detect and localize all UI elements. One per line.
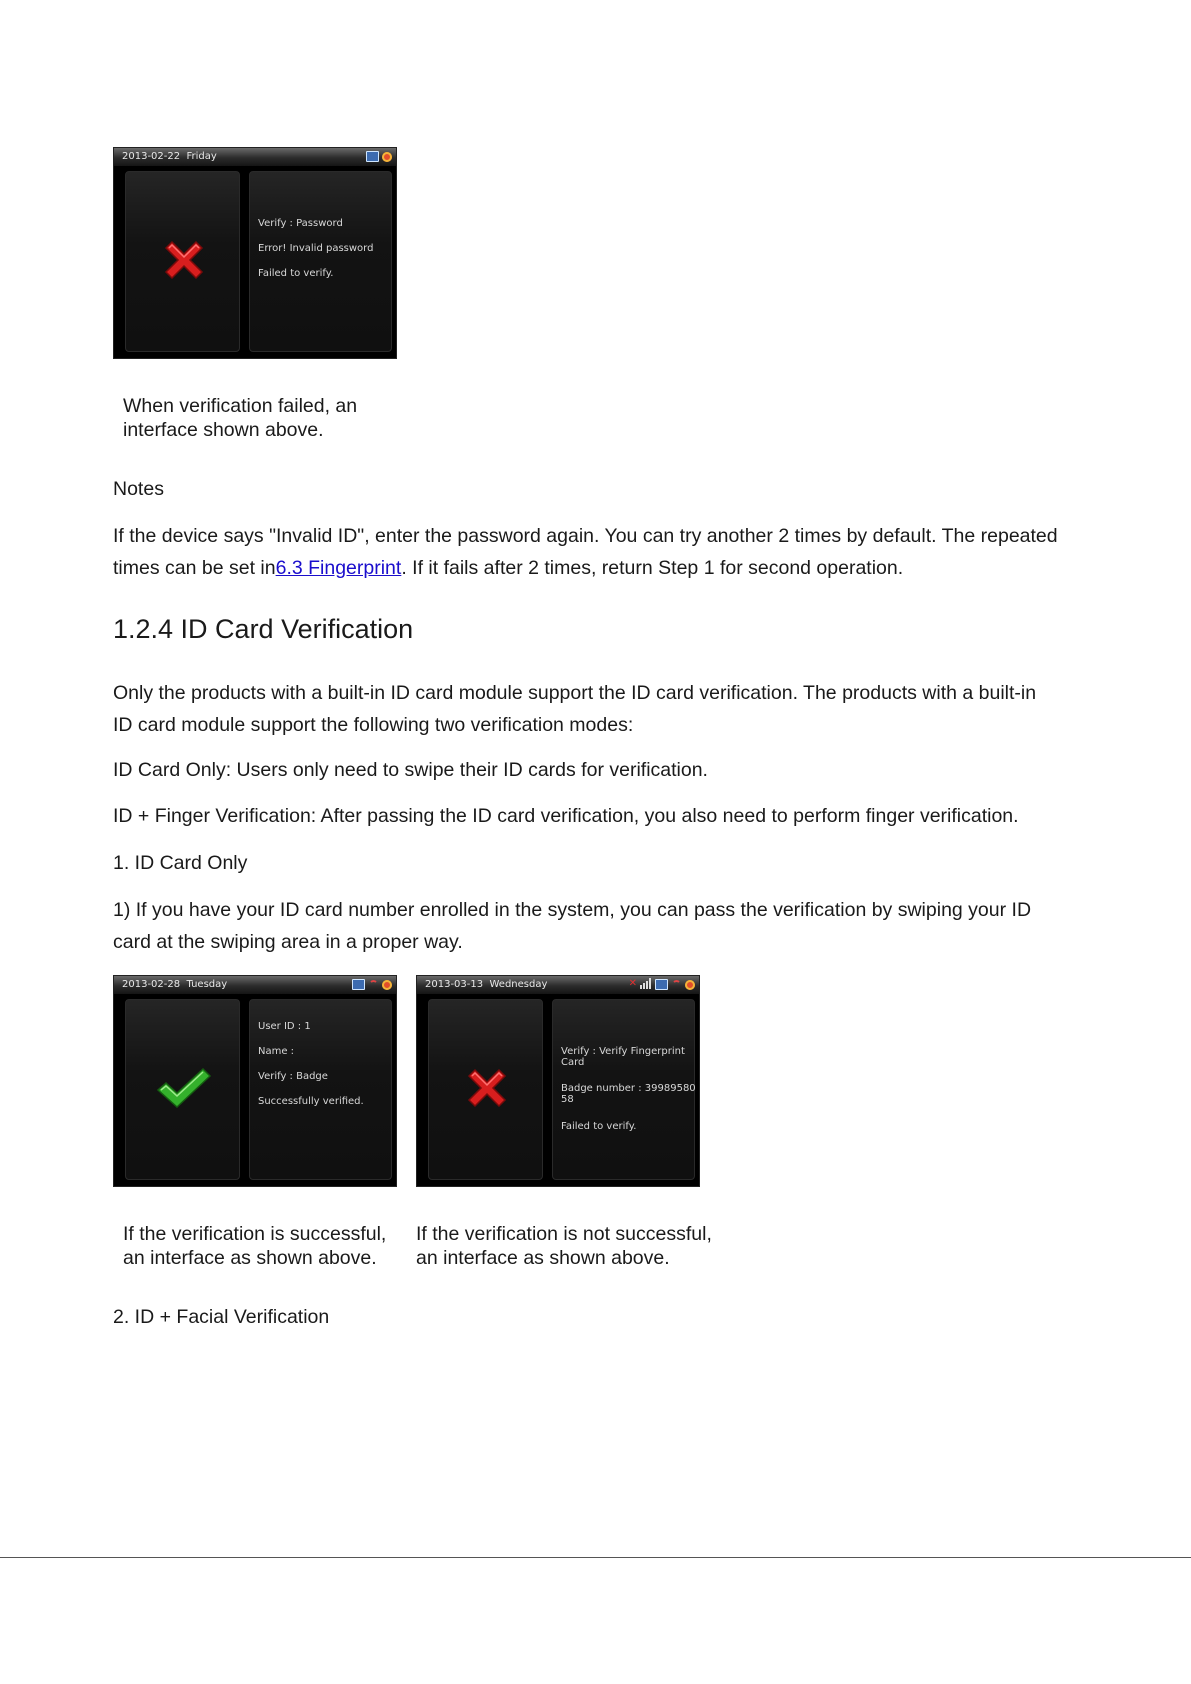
screenshot-caption (123, 394, 357, 442)
failure-caption (416, 1222, 712, 1270)
mode-id-finger: ID + Finger Verification: After passing the ID card verification, you also need to perform finger verification. (113, 805, 1019, 827)
status-day: Tuesday (186, 979, 228, 990)
message-line: Name : (258, 1046, 295, 1057)
status-date: 2013-02-22 (122, 151, 181, 162)
message-panel (552, 999, 695, 1180)
mode-id-card-only: ID Card Only: Users only need to swipe their ID cards for verification. (113, 759, 708, 781)
notes-text: . If it fails after 2 times, return Step 1 for second operation. (401, 557, 904, 579)
message-line: Card (561, 1057, 585, 1068)
caption-line: If the verification is successful, (123, 1223, 387, 1245)
message-panel (249, 999, 392, 1180)
window-icon (366, 151, 379, 162)
signal-icon (640, 978, 652, 989)
step-line: card at the swiping area in a proper way. (113, 931, 463, 953)
status-date: 2013-03-13 (425, 979, 484, 990)
notes-title: Notes (113, 478, 164, 500)
close-icon: ✕ (628, 978, 637, 989)
message-line: Failed to verify. (258, 268, 334, 279)
notes-line (113, 552, 1073, 584)
message-line: Successfully verified. (258, 1096, 364, 1107)
message-line: 58 (561, 1094, 574, 1105)
window-icon (655, 979, 668, 990)
intro-line: ID card module support the following two verification modes: (113, 714, 634, 736)
notes-line: If the device says "Invalid ID", enter the password again. You can try another 2 times by default. The repeated (113, 525, 1058, 547)
status-date: 2013-02-28 (122, 979, 181, 990)
success-caption (123, 1222, 386, 1270)
caption-line: an interface as shown above. (123, 1247, 377, 1269)
status-bar (417, 976, 699, 994)
settings-icon (685, 980, 695, 990)
caption-line: interface shown above. (123, 419, 324, 441)
status-day: Friday (186, 151, 217, 162)
green-check-icon (156, 1066, 212, 1110)
subheading-id-card-only: 1. ID Card Only (113, 852, 248, 874)
message-line: Error! Invalid password (258, 243, 374, 254)
message-line: Verify : Password (258, 218, 343, 229)
message-line: Verify : Badge (258, 1071, 328, 1082)
caption-line: When verification failed, an (123, 395, 358, 417)
device-screen-badge-success (113, 975, 397, 1187)
caption-line: If the verification is not successful, (416, 1223, 712, 1245)
red-x-icon (160, 236, 208, 284)
section-heading: 1.2.4 ID Card Verification (113, 614, 414, 644)
step-paragraph (113, 894, 1093, 958)
message-line: Badge number : 39989580 (561, 1083, 696, 1094)
result-panel (428, 999, 543, 1180)
intro-line: Only the products with a built-in ID card module support the ID card verification. The products with a built-in (113, 682, 1037, 704)
status-bar (114, 148, 396, 166)
device-screen-fingerprint-failed (416, 975, 700, 1187)
caption-line: an interface as shown above. (416, 1247, 670, 1269)
result-panel (125, 999, 240, 1180)
fingerprint-section-link[interactable]: 6.3 Fingerprint (275, 557, 402, 579)
message-line: Failed to verify. (561, 1121, 637, 1132)
message-line: Verify : Verify Fingerprint (561, 1046, 685, 1057)
device-screen-password-failed (113, 147, 397, 359)
result-panel (125, 171, 240, 352)
status-bar (114, 976, 396, 994)
message-line: User ID : 1 (258, 1021, 311, 1032)
footer-divider (0, 1557, 1191, 1558)
status-day: Wednesday (489, 979, 548, 990)
step-line: 1) If you have your ID card number enrolled in the system, you can pass the verification by swiping your ID (113, 899, 1032, 921)
window-icon (352, 979, 365, 990)
message-panel (249, 171, 392, 352)
notes-paragraph (113, 520, 1073, 584)
settings-icon (382, 152, 392, 162)
wifi-icon (368, 978, 379, 989)
settings-icon (382, 980, 392, 990)
wifi-icon (671, 978, 682, 989)
subheading-id-facial: 2. ID + Facial Verification (113, 1306, 330, 1328)
notes-text: times can be set in (113, 557, 276, 579)
intro-paragraph (113, 677, 1093, 741)
red-x-icon (463, 1064, 511, 1112)
